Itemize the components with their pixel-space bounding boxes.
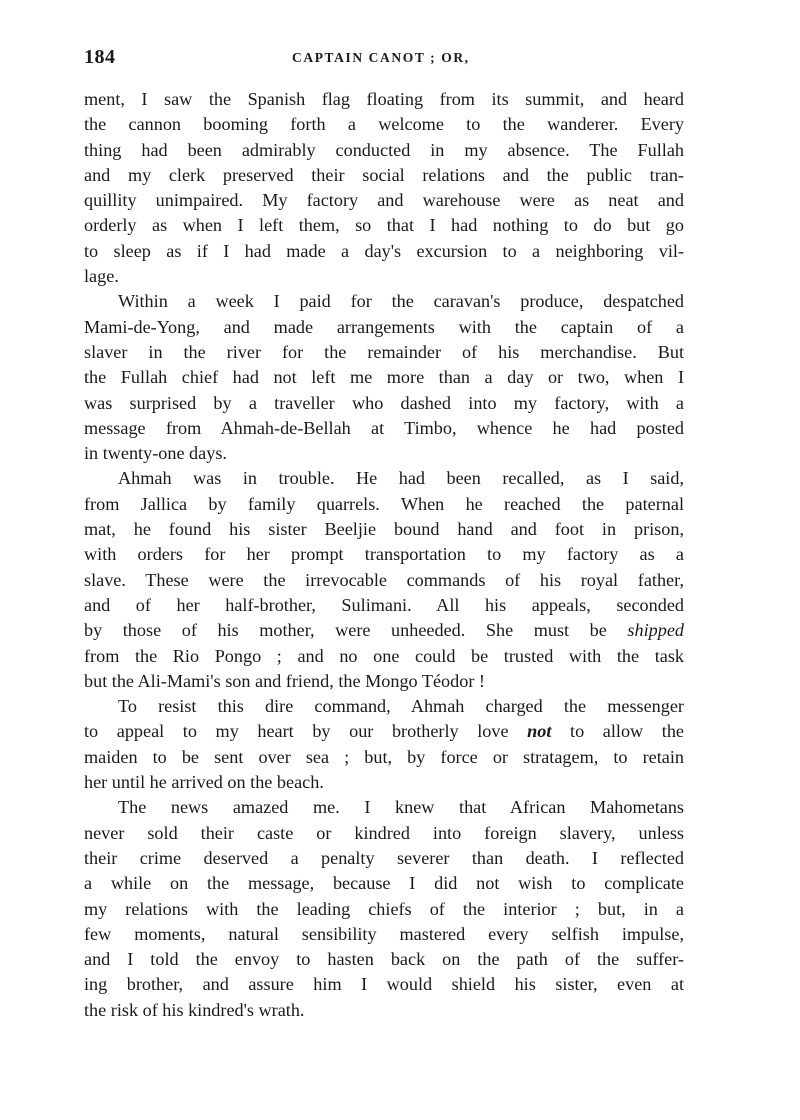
text-line: slave. These were the irrevocable commands of his royal father,	[84, 569, 684, 590]
paragraph-first-line: To resist this dire command, Ahmah charged the messenger	[118, 696, 684, 717]
text-line: few moments, natural sensibility mastered every selfish impulse,	[84, 923, 684, 944]
text-line: in twenty-one days.	[84, 443, 227, 464]
text-line: mat, he found his sister Beeljie bound hand and foot in prison,	[84, 519, 684, 540]
text-line: a while on the message, because I did not wish to complicate	[84, 873, 684, 894]
running-head: CAPTAIN CANOT ; OR,	[292, 50, 470, 65]
text-line: and I told the envoy to hasten back on the path of the suffer-	[84, 949, 684, 970]
text-line: the cannon booming forth a welcome to the wanderer. Every	[84, 114, 684, 135]
text-line: my relations with the leading chiefs of the interior ; but, in a	[84, 898, 684, 919]
page-number: 184	[84, 46, 116, 68]
text-line: quillity unimpaired. My factory and warehouse were as neat and	[84, 190, 684, 211]
text-line: to sleep as if I had made a day's excursion to a neighboring vil-	[84, 240, 684, 261]
text-line: ment, I saw the Spanish flag floating from its summit, and heard	[84, 89, 684, 109]
text-line	[84, 719, 684, 744]
page-header	[84, 46, 684, 76]
text-line	[84, 618, 684, 643]
paragraph-first-line: Within a week I paid for the caravan's produce, despatched	[118, 291, 684, 312]
bold-italic-emphasis: not	[527, 721, 552, 742]
body-text	[84, 87, 684, 1023]
paragraph-first-line: The news amazed me. I knew that African Mahometans	[118, 797, 684, 818]
text-line: slaver in the river for the remainder of his merchandise. But	[84, 341, 684, 362]
text-line: the Fullah chief had not left me more than a day or two, when I	[84, 367, 684, 388]
text-line: message from Ahmah-de-Bellah at Timbo, whence he had posted	[84, 417, 684, 438]
text-line: never sold their caste or kindred into foreign slavery, unless	[84, 822, 684, 843]
text-line: and of her half-brother, Sulimani. All his appeals, seconded	[84, 594, 684, 615]
text-line: lage.	[84, 266, 119, 287]
text-segment: by those of his mother, were unheeded. She must be	[84, 620, 628, 641]
text-line: was surprised by a traveller who dashed into my factory, with a	[84, 392, 684, 413]
text-line: Mami-de-Yong, and made arrangements with the captain of a	[84, 316, 684, 337]
text-line: but the Ali-Mami's son and friend, the Mongo Téodor !	[84, 670, 485, 691]
text-segment: to appeal to my heart by our brotherly love	[84, 721, 528, 742]
text-line: orderly as when I left them, so that I had nothing to do but go	[84, 215, 684, 236]
text-line: the risk of his kindred's wrath.	[84, 999, 305, 1020]
text-line: ing brother, and assure him I would shield his sister, even at	[84, 974, 684, 995]
text-line: their crime deserved a penalty severer than death. I reflected	[84, 847, 684, 868]
italic-emphasis: shipped	[627, 620, 684, 641]
text-segment: to allow the	[551, 721, 684, 742]
text-line: maiden to be sent over sea ; but, by force or stratagem, to retain	[84, 746, 684, 767]
text-line: thing had been admirably conducted in my absence. The Fullah	[84, 139, 684, 160]
text-line: from the Rio Pongo ; and no one could be trusted with the task	[84, 645, 684, 666]
text-line: her until he arrived on the beach.	[84, 772, 324, 793]
text-line: with orders for her prompt transportation to my factory as a	[84, 544, 684, 565]
text-line: from Jallica by family quarrels. When he reached the paternal	[84, 493, 684, 514]
paragraph-first-line: Ahmah was in trouble. He had been recalled, as I said,	[118, 468, 684, 489]
text-line: and my clerk preserved their social relations and the public tran-	[84, 164, 684, 185]
